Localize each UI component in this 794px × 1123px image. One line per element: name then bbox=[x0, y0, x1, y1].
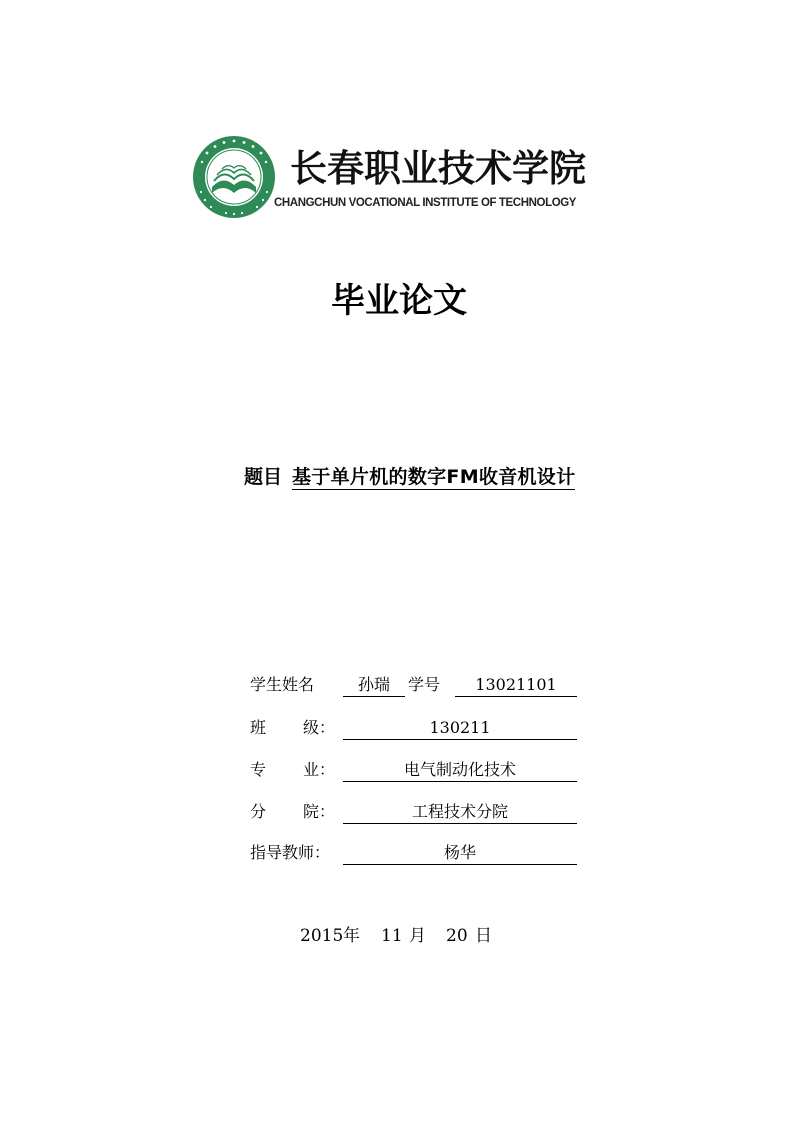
topic-value: 基于单片机的数字FM收音机设计 bbox=[292, 466, 576, 488]
advisor-label: 指导教师： bbox=[250, 843, 331, 862]
student-name-value: 孙瑞 bbox=[343, 672, 405, 697]
school-name-cn: 长春职业技术学院 bbox=[290, 147, 586, 190]
student-id-value: 13021101 bbox=[455, 672, 577, 697]
college-label-char2: 院： bbox=[303, 802, 336, 821]
page-title: 毕业论文 bbox=[331, 281, 467, 321]
student-row bbox=[250, 672, 580, 698]
college-value: 工程技术分院 bbox=[343, 799, 577, 824]
date-year-unit: 年 bbox=[343, 926, 360, 946]
class-label-char2: 级： bbox=[303, 718, 336, 737]
student-name-label: 学生姓名 bbox=[250, 675, 315, 694]
topic-label: 题目 bbox=[244, 466, 283, 488]
class-row bbox=[250, 715, 580, 741]
class-label-char1: 班 bbox=[250, 718, 267, 737]
date-day-unit: 日 bbox=[475, 926, 492, 946]
advisor-value: 杨华 bbox=[343, 840, 577, 865]
college-label-char1: 分 bbox=[250, 802, 267, 821]
date-month: 11 bbox=[381, 926, 403, 946]
class-value: 130211 bbox=[343, 715, 577, 740]
major-row bbox=[250, 757, 580, 783]
major-label-char1: 专 bbox=[250, 760, 267, 779]
date-day: 20 bbox=[446, 926, 468, 946]
major-value: 电气制动化技术 bbox=[343, 757, 577, 782]
school-seal-logo bbox=[192, 135, 276, 219]
submission-date bbox=[300, 922, 500, 950]
major-label-char2: 业： bbox=[303, 760, 336, 779]
advisor-row bbox=[250, 840, 580, 866]
college-row bbox=[250, 799, 580, 825]
school-name-en: CHANGCHUN VOCATIONAL INSTITUTE OF TECHNOLOGY bbox=[274, 197, 577, 209]
date-month-unit: 月 bbox=[409, 926, 426, 946]
thesis-topic bbox=[244, 462, 575, 492]
student-id-label: 学号 bbox=[408, 675, 441, 694]
date-year: 2015 bbox=[300, 926, 344, 946]
